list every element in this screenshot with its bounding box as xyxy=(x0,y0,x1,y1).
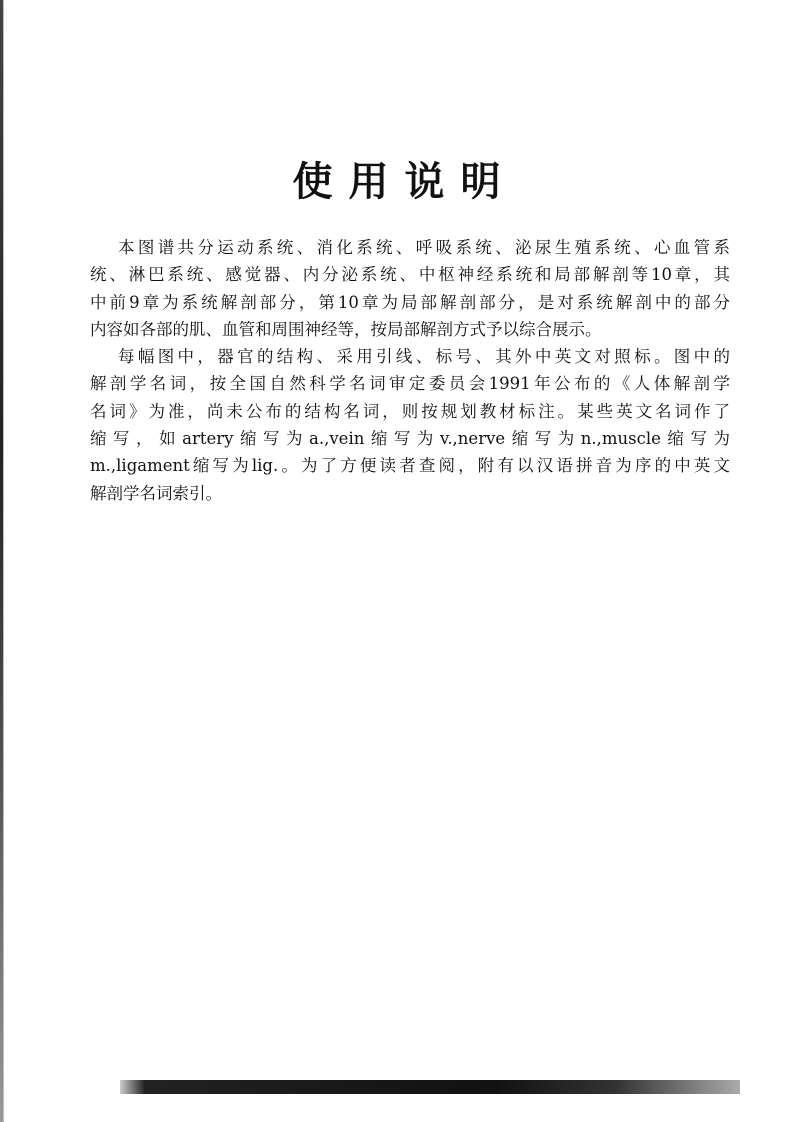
text-line: m.,ligament缩写为lig.。为了方便读者查阅，附有以汉语拼音为序的中英文 xyxy=(90,456,730,476)
text-line: 解剖学名词索引。 xyxy=(90,483,222,503)
text-line: 名词》为准，尚未公布的结构名词，则按规划教材标注。某些英文名词作了 xyxy=(90,401,730,421)
scan-bottom-bar xyxy=(120,1080,740,1094)
document-body xyxy=(90,234,730,507)
text-line: 中前9章为系统解剖部分，第10章为局部解剖部分，是对系统解剖中的部分 xyxy=(90,292,730,312)
text-line: 本图谱共分运动系统、消化系统、呼吸系统、泌尿生殖系统、心血管系 xyxy=(118,238,730,257)
text-line: 内容如各部的肌、血管和周围神经等，按局部解剖方式予以综合展示。 xyxy=(90,319,602,339)
paragraph-1 xyxy=(90,234,730,343)
text-line: 每幅图中，器官的结构、采用引线、标号、其外中英文对照标。图中的 xyxy=(118,347,730,367)
paragraph-2 xyxy=(90,343,730,507)
page-title: 使用说明 xyxy=(292,158,517,205)
text-line: 缩写，如artery缩写为a.,vein缩写为v.,nerve缩写为n.,muscle缩写为 xyxy=(90,429,730,449)
text-line: 解剖学名词，按全国自然科学名词审定委员会1991年公布的《人体解剖学 xyxy=(90,374,730,394)
text-line: 统、淋巴系统、感觉器、内分泌系统、中枢神经系统和局部解剖等10章，其 xyxy=(90,265,730,285)
